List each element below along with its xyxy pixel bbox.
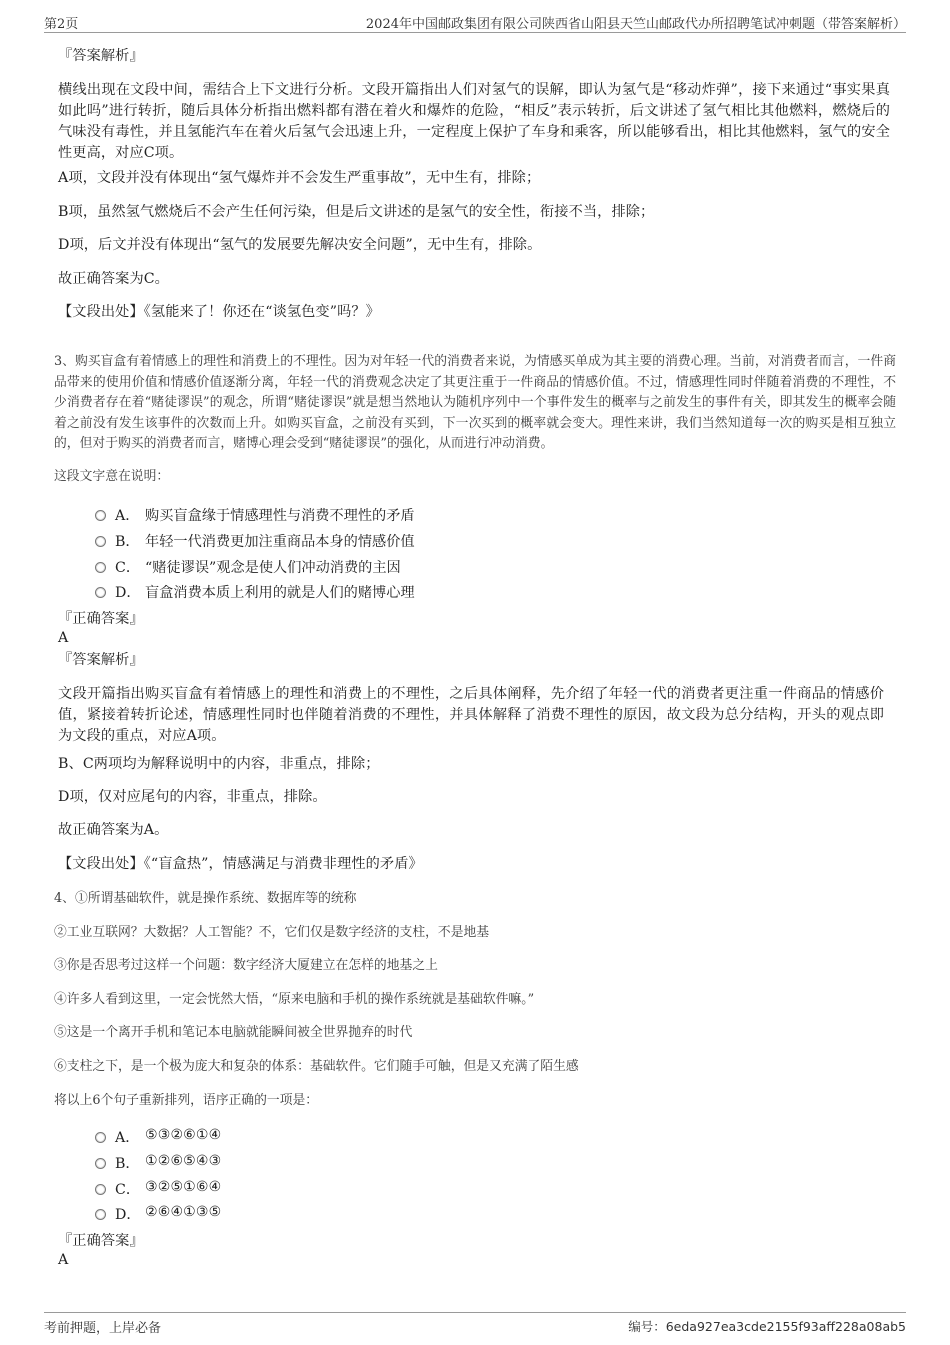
page-header bbox=[44, 10, 906, 33]
option-letter: B． bbox=[115, 1156, 140, 1172]
q2-conclusion: 故正确答案为C。 bbox=[58, 271, 169, 287]
radio-icon[interactable] bbox=[95, 536, 106, 547]
option-letter: A． bbox=[115, 1130, 140, 1146]
footer-slogan: 考前押题，上岸必备 bbox=[44, 1321, 162, 1336]
q3-analysis-text: 文段开篇指出购买盲盒有着情感上的理性和消费上的不理性，之后具体阐释，先介绍了年轻一代的消费者更注重一件商品的情感价值，紧接着转折论述，情感理性同时也伴随着消费的不理性，并具体解释了消费不理性的原因，故文段为总分结构，开头的观点即为文段的重点，对应A项。 bbox=[58, 686, 884, 744]
q4-sentence-4: ④许多人看到这里，一定会恍然大悟，“原来电脑和手机的操作系统就是基础软件嘛。” bbox=[54, 992, 535, 1007]
option-text: “赌徒谬误”观念是使人们冲动消费的主因 bbox=[145, 560, 401, 576]
q2-analysis-label: 『答案解析』 bbox=[58, 48, 144, 64]
document-title: 2024年中国邮政集团有限公司陕西省山阳县天竺山邮政代办所招聘笔试冲刺题（带答案解析） bbox=[365, 17, 906, 32]
q4-sentence-2: ②工业互联网？大数据？人工智能？不，它们仅是数字经济的支柱，不是地基 bbox=[54, 925, 490, 940]
q4-sentence-3: ③你是否思考过这样一个问题：数字经济大厦建立在怎样的地基之上 bbox=[54, 958, 438, 973]
q2-analysis-text: 横线出现在文段中间，需结合上下文进行分析。文段开篇指出人们对氢气的误解，即认为氢气是“移动炸弹”，接下来通过“事实果真如此吗”进行转折，随后具体分析指出燃料都有潜在着火和爆炸的危险，“相反”表示转折，后文讲述了氢气相比其他燃料，燃烧后的气味没有毒性，并且氢能汽车在着火后氢气会迅速上升，一定程度上保护了车身和乘客，所以能够看出，相比其他燃料，氢气的安全性更高，对应C项。 bbox=[58, 82, 890, 161]
option-letter: C． bbox=[115, 1182, 141, 1198]
q4-option-b[interactable] bbox=[95, 1153, 495, 1175]
q3-answer: A bbox=[58, 630, 69, 646]
q3-option-c[interactable] bbox=[95, 557, 495, 579]
q3-answer-label: 『正确答案』 bbox=[58, 611, 144, 627]
footer-serial-number: 编号：6eda927ea3cde2155f93aff228a08ab5 bbox=[628, 1319, 906, 1334]
q3-option-b[interactable] bbox=[95, 531, 495, 553]
q3-conclusion: 故正确答案为A。 bbox=[58, 822, 169, 838]
radio-icon[interactable] bbox=[95, 587, 106, 598]
q4-answer-label: 『正确答案』 bbox=[58, 1233, 144, 1249]
option-text: ⑤③②⑥①④ bbox=[145, 1127, 222, 1143]
page-number: 第2页 bbox=[44, 17, 79, 32]
q3-analysis-label: 『答案解析』 bbox=[58, 652, 144, 668]
option-letter: B． bbox=[115, 534, 140, 550]
q2-source: 【文段出处】《氢能来了！你还在“谈氢色变”吗？》 bbox=[58, 304, 380, 320]
q2-option-a-analysis: A项，文段并没有体现出“氢气爆炸并不会发生严重事故”，无中生有，排除； bbox=[58, 170, 541, 186]
radio-icon[interactable] bbox=[95, 510, 106, 521]
option-letter: D． bbox=[115, 1207, 141, 1223]
option-text: ③②⑤①⑥④ bbox=[145, 1179, 222, 1195]
option-text: 购买盲盒缘于情感理性与消费不理性的矛盾 bbox=[145, 508, 415, 524]
q4-sentence-1: 4、①所谓基础软件，就是操作系统、数据库等的统称 bbox=[54, 891, 357, 906]
q3-option-a[interactable] bbox=[95, 505, 495, 527]
option-letter: A． bbox=[115, 508, 140, 524]
q4-question: 将以上6个句子重新排列，语序正确的一项是： bbox=[54, 1093, 319, 1108]
q3-option-d[interactable] bbox=[95, 582, 495, 604]
radio-icon[interactable] bbox=[95, 562, 106, 573]
option-text: ②⑥④①③⑤ bbox=[145, 1204, 222, 1220]
q4-sentence-5: ⑤这是一个离开手机和笔记本电脑就能瞬间被全世界抛弃的时代 bbox=[54, 1025, 413, 1040]
option-text: 盲盒消费本质上利用的就是人们的赌博心理 bbox=[145, 585, 415, 601]
q2-option-b-analysis: B项，虽然氢气燃烧后不会产生任何污染，但是后文讲述的是氢气的安全性，衔接不当，排除； bbox=[58, 204, 655, 220]
q4-sentence-6: ⑥支柱之下，是一个极为庞大和复杂的体系：基础软件。它们随手可触，但是又充满了陌生感 bbox=[54, 1059, 579, 1074]
q4-option-a[interactable] bbox=[95, 1127, 495, 1149]
q4-answer: A bbox=[58, 1252, 69, 1268]
radio-icon[interactable] bbox=[95, 1209, 106, 1220]
q4-option-c[interactable] bbox=[95, 1179, 495, 1201]
page-footer bbox=[44, 1312, 906, 1339]
radio-icon[interactable] bbox=[95, 1132, 106, 1143]
radio-icon[interactable] bbox=[95, 1184, 106, 1195]
q3-stem: 3、购买盲盒有着情感上的理性和消费上的不理性。因为对年轻一代的消费者来说，为情感买单成为其主要的消费心理。当前，对消费者而言，一件商品带来的使用价值和情感价值逐渐分离，年轻一代的消费观念决定了其更注重于一件商品的情感价值。不过，情感理性同时伴随着消费的不理性，不少消费者存在着“赌徒谬误”的观念，所谓“赌徒谬误”就是想当然地认为随机序列中一个事件发生的概率与之前发生的事件有关，即其发生的概率会随着之前没有发生该事件的次数而上升。如购买盲盒，之前没有买到，下一次买到的概率就会变大。理性来讲，我们当然知道每一次的购买是相互独立的，但对于购买的消费者而言，赌博心理会受到“赌徒谬误”的强化，从而进行冲动消费。 bbox=[54, 354, 896, 451]
q3-option-d-analysis: D项，仅对应尾句的内容，非重点，排除。 bbox=[58, 789, 327, 805]
radio-icon[interactable] bbox=[95, 1158, 106, 1169]
option-letter: D． bbox=[115, 585, 141, 601]
option-letter: C． bbox=[115, 560, 141, 576]
q3-question: 这段文字意在说明： bbox=[54, 469, 170, 484]
q3-option-bc-analysis: B、C两项均为解释说明中的内容，非重点，排除； bbox=[58, 756, 380, 772]
q2-option-d-analysis: D项，后文并没有体现出“氢气的发展要先解决安全问题”，无中生有，排除。 bbox=[58, 237, 542, 253]
option-text: ①②⑥⑤④③ bbox=[145, 1153, 222, 1169]
option-text: 年轻一代消费更加注重商品本身的情感价值 bbox=[145, 534, 415, 550]
q3-source: 【文段出处】《“盲盒热”，情感满足与消费非理性的矛盾》 bbox=[58, 856, 423, 872]
q4-option-d[interactable] bbox=[95, 1204, 495, 1226]
